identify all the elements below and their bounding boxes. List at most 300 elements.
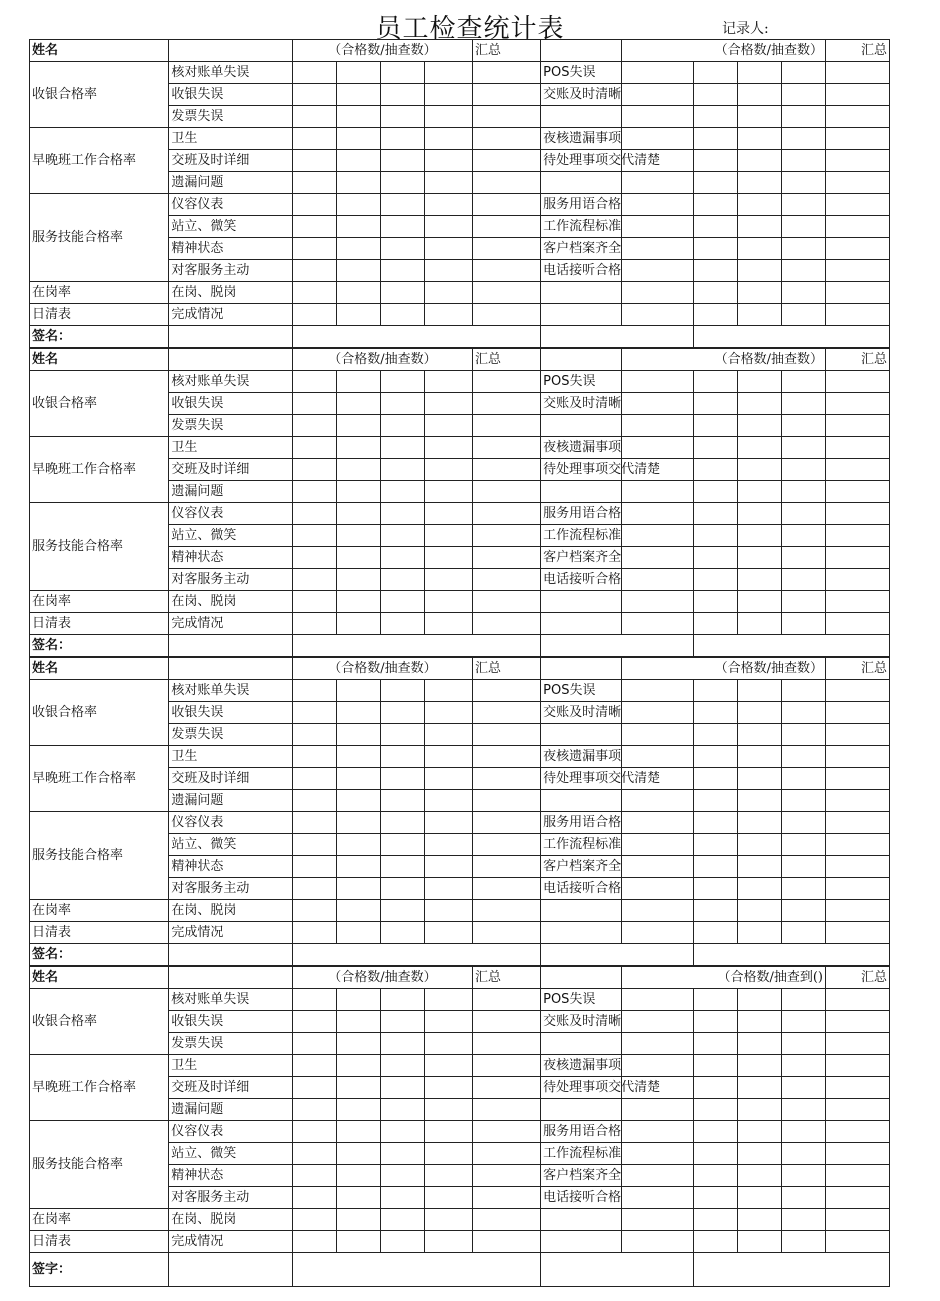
right-count-entry-cell[interactable]: [782, 790, 826, 812]
left-count-entry-cell[interactable]: [336, 613, 380, 635]
left-sum-cell[interactable]: [473, 1033, 541, 1055]
left-count-entry-cell[interactable]: [380, 900, 424, 922]
left-count-entry-cell[interactable]: [424, 547, 472, 569]
right-count-entry-cell[interactable]: [694, 724, 738, 746]
left-count-entry-cell[interactable]: [292, 746, 336, 768]
left-count-entry-cell[interactable]: [336, 746, 380, 768]
right-count-entry-cell[interactable]: [738, 1187, 782, 1209]
right-sum-cell[interactable]: [826, 1165, 890, 1187]
right-count-entry-cell[interactable]: [694, 1143, 738, 1165]
right-count-entry-cell[interactable]: [694, 900, 738, 922]
left-count-entry-cell[interactable]: [424, 922, 472, 944]
left-count-entry-cell[interactable]: [424, 1209, 472, 1231]
right-count-entry-cell[interactable]: [738, 128, 782, 150]
right-count-entry-cell[interactable]: [621, 393, 693, 415]
right-sum-cell[interactable]: [826, 437, 890, 459]
left-count-entry-cell[interactable]: [424, 790, 472, 812]
right-count-entry-cell[interactable]: [694, 1165, 738, 1187]
right-count-entry-cell[interactable]: [782, 525, 826, 547]
right-count-entry-cell[interactable]: [621, 481, 693, 503]
left-sum-cell[interactable]: [473, 1099, 541, 1121]
left-count-entry-cell[interactable]: [336, 724, 380, 746]
left-count-entry-cell[interactable]: [424, 238, 472, 260]
left-sum-cell[interactable]: [473, 194, 541, 216]
left-count-entry-cell[interactable]: [380, 1231, 424, 1253]
right-count-entry-cell[interactable]: [621, 172, 693, 194]
right-sum-cell[interactable]: [826, 525, 890, 547]
left-sum-cell[interactable]: [473, 216, 541, 238]
left-count-entry-cell[interactable]: [292, 1099, 336, 1121]
right-count-entry-cell[interactable]: [694, 1231, 738, 1253]
right-count-entry-cell[interactable]: [694, 393, 738, 415]
left-count-entry-cell[interactable]: [336, 304, 380, 326]
right-count-entry-cell[interactable]: [621, 437, 693, 459]
left-sum-cell[interactable]: [473, 1231, 541, 1253]
left-count-entry-cell[interactable]: [380, 989, 424, 1011]
right-sum-cell[interactable]: [826, 481, 890, 503]
signature-cell[interactable]: [292, 635, 540, 657]
right-count-entry-cell[interactable]: [782, 304, 826, 326]
right-count-entry-cell[interactable]: [738, 84, 782, 106]
right-count-entry-cell[interactable]: [621, 1099, 693, 1121]
left-count-entry-cell[interactable]: [424, 106, 472, 128]
left-sum-cell[interactable]: [473, 856, 541, 878]
right-sum-cell[interactable]: [826, 1077, 890, 1099]
left-count-entry-cell[interactable]: [380, 768, 424, 790]
left-count-entry-cell[interactable]: [292, 1187, 336, 1209]
left-count-entry-cell[interactable]: [380, 128, 424, 150]
left-count-entry-cell[interactable]: [292, 216, 336, 238]
left-count-entry-cell[interactable]: [424, 62, 472, 84]
left-count-entry-cell[interactable]: [336, 878, 380, 900]
right-count-entry-cell[interactable]: [782, 591, 826, 613]
right-sum-cell[interactable]: [826, 216, 890, 238]
right-count-entry-cell[interactable]: [782, 768, 826, 790]
left-count-entry-cell[interactable]: [424, 1033, 472, 1055]
left-sum-cell[interactable]: [473, 922, 541, 944]
signature-cell[interactable]: [541, 635, 694, 657]
right-count-entry-cell[interactable]: [694, 989, 738, 1011]
right-count-entry-cell[interactable]: [782, 172, 826, 194]
left-count-entry-cell[interactable]: [292, 62, 336, 84]
left-count-entry-cell[interactable]: [424, 1055, 472, 1077]
right-sum-cell[interactable]: [826, 547, 890, 569]
signature-cell[interactable]: [292, 1253, 540, 1287]
right-count-entry-cell[interactable]: [738, 856, 782, 878]
left-count-entry-cell[interactable]: [292, 260, 336, 282]
left-count-entry-cell[interactable]: [292, 1165, 336, 1187]
right-count-entry-cell[interactable]: [621, 1231, 693, 1253]
right-sum-cell[interactable]: [826, 503, 890, 525]
left-count-entry-cell[interactable]: [292, 834, 336, 856]
left-sum-cell[interactable]: [473, 1055, 541, 1077]
right-count-entry-cell[interactable]: [694, 547, 738, 569]
left-count-entry-cell[interactable]: [380, 812, 424, 834]
right-sum-cell[interactable]: [826, 878, 890, 900]
right-count-entry-cell[interactable]: [781, 1231, 825, 1253]
left-count-entry-cell[interactable]: [424, 371, 472, 393]
right-count-entry-cell[interactable]: [781, 1033, 825, 1055]
left-count-entry-cell[interactable]: [336, 84, 380, 106]
right-count-entry-cell[interactable]: [621, 724, 693, 746]
right-count-entry-cell[interactable]: [694, 702, 738, 724]
left-sum-cell[interactable]: [473, 128, 541, 150]
left-sum-cell[interactable]: [473, 62, 541, 84]
right-count-entry-cell[interactable]: [738, 1099, 782, 1121]
right-count-entry-cell[interactable]: [738, 481, 782, 503]
left-count-entry-cell[interactable]: [424, 856, 472, 878]
right-count-entry-cell[interactable]: [694, 216, 738, 238]
right-sum-cell[interactable]: [826, 371, 890, 393]
left-count-entry-cell[interactable]: [424, 834, 472, 856]
left-count-entry-cell[interactable]: [336, 459, 380, 481]
right-count-entry-cell[interactable]: [781, 1165, 825, 1187]
left-count-entry-cell[interactable]: [380, 172, 424, 194]
right-count-entry-cell[interactable]: [782, 503, 826, 525]
left-count-entry-cell[interactable]: [336, 238, 380, 260]
left-count-entry-cell[interactable]: [292, 1231, 336, 1253]
left-count-entry-cell[interactable]: [424, 393, 472, 415]
right-sum-cell[interactable]: [826, 856, 890, 878]
right-count-entry-cell[interactable]: [621, 216, 693, 238]
right-count-entry-cell[interactable]: [738, 1033, 782, 1055]
right-count-entry-cell[interactable]: [738, 1077, 782, 1099]
right-sum-cell[interactable]: [826, 989, 890, 1011]
left-sum-cell[interactable]: [473, 1143, 541, 1165]
right-count-entry-cell[interactable]: [782, 569, 826, 591]
right-sum-cell[interactable]: [826, 1209, 890, 1231]
signature-cell[interactable]: [694, 944, 890, 966]
right-count-entry-cell[interactable]: [621, 1033, 693, 1055]
right-count-entry-cell[interactable]: [694, 1209, 738, 1231]
right-count-entry-cell[interactable]: [782, 260, 826, 282]
left-count-entry-cell[interactable]: [424, 481, 472, 503]
signature-cell[interactable]: [694, 326, 890, 348]
left-sum-cell[interactable]: [473, 613, 541, 635]
right-count-entry-cell[interactable]: [694, 922, 738, 944]
right-count-entry-cell[interactable]: [782, 922, 826, 944]
left-count-entry-cell[interactable]: [292, 1121, 336, 1143]
right-count-entry-cell[interactable]: [782, 834, 826, 856]
right-count-entry-cell[interactable]: [621, 790, 693, 812]
right-count-entry-cell[interactable]: [782, 680, 826, 702]
left-count-entry-cell[interactable]: [336, 790, 380, 812]
left-count-entry-cell[interactable]: [380, 150, 424, 172]
left-count-entry-cell[interactable]: [336, 834, 380, 856]
left-count-entry-cell[interactable]: [380, 834, 424, 856]
right-count-entry-cell[interactable]: [781, 1077, 825, 1099]
left-count-entry-cell[interactable]: [292, 900, 336, 922]
left-count-entry-cell[interactable]: [336, 1165, 380, 1187]
left-count-entry-cell[interactable]: [380, 1121, 424, 1143]
left-count-entry-cell[interactable]: [380, 922, 424, 944]
right-sum-cell[interactable]: [826, 834, 890, 856]
right-sum-cell[interactable]: [826, 260, 890, 282]
left-count-entry-cell[interactable]: [292, 459, 336, 481]
right-count-entry-cell[interactable]: [738, 834, 782, 856]
left-count-entry-cell[interactable]: [380, 569, 424, 591]
left-count-entry-cell[interactable]: [424, 1187, 472, 1209]
right-count-entry-cell[interactable]: [782, 128, 826, 150]
right-count-entry-cell[interactable]: [738, 62, 782, 84]
right-count-entry-cell[interactable]: [694, 746, 738, 768]
left-count-entry-cell[interactable]: [336, 371, 380, 393]
left-sum-cell[interactable]: [473, 437, 541, 459]
right-sum-cell[interactable]: [826, 702, 890, 724]
left-sum-cell[interactable]: [473, 1187, 541, 1209]
right-sum-cell[interactable]: [826, 724, 890, 746]
left-count-entry-cell[interactable]: [424, 1231, 472, 1253]
right-sum-cell[interactable]: [826, 1143, 890, 1165]
right-count-entry-cell[interactable]: [738, 304, 782, 326]
right-count-entry-cell[interactable]: [694, 459, 738, 481]
left-count-entry-cell[interactable]: [292, 172, 336, 194]
right-count-entry-cell[interactable]: [621, 702, 693, 724]
signature-cell[interactable]: [541, 326, 694, 348]
left-count-entry-cell[interactable]: [336, 702, 380, 724]
right-count-entry-cell[interactable]: [694, 1121, 738, 1143]
right-count-entry-cell[interactable]: [738, 194, 782, 216]
left-count-entry-cell[interactable]: [292, 437, 336, 459]
left-count-entry-cell[interactable]: [292, 922, 336, 944]
left-count-entry-cell[interactable]: [424, 194, 472, 216]
left-count-entry-cell[interactable]: [380, 1077, 424, 1099]
right-count-entry-cell[interactable]: [694, 304, 738, 326]
right-count-entry-cell[interactable]: [738, 150, 782, 172]
right-count-entry-cell[interactable]: [621, 238, 693, 260]
right-count-entry-cell[interactable]: [621, 680, 693, 702]
right-count-entry-cell[interactable]: [738, 1121, 782, 1143]
left-count-entry-cell[interactable]: [336, 768, 380, 790]
left-count-entry-cell[interactable]: [292, 702, 336, 724]
left-count-entry-cell[interactable]: [292, 1033, 336, 1055]
left-count-entry-cell[interactable]: [380, 613, 424, 635]
right-count-entry-cell[interactable]: [694, 790, 738, 812]
right-sum-cell[interactable]: [826, 680, 890, 702]
right-count-entry-cell[interactable]: [694, 194, 738, 216]
right-count-entry-cell[interactable]: [738, 900, 782, 922]
left-count-entry-cell[interactable]: [336, 1231, 380, 1253]
left-count-entry-cell[interactable]: [336, 812, 380, 834]
left-sum-cell[interactable]: [473, 591, 541, 613]
right-count-entry-cell[interactable]: [694, 62, 738, 84]
right-sum-cell[interactable]: [826, 84, 890, 106]
right-count-entry-cell[interactable]: [738, 525, 782, 547]
signature-cell[interactable]: [541, 944, 694, 966]
right-count-entry-cell[interactable]: [782, 481, 826, 503]
right-count-entry-cell[interactable]: [621, 525, 693, 547]
right-count-entry-cell[interactable]: [738, 503, 782, 525]
left-count-entry-cell[interactable]: [292, 503, 336, 525]
right-count-entry-cell[interactable]: [782, 282, 826, 304]
employee-name-input[interactable]: [169, 967, 293, 989]
left-count-entry-cell[interactable]: [336, 591, 380, 613]
right-count-entry-cell[interactable]: [782, 106, 826, 128]
left-count-entry-cell[interactable]: [336, 1011, 380, 1033]
signature-cell[interactable]: [694, 1253, 890, 1287]
left-count-entry-cell[interactable]: [292, 680, 336, 702]
left-count-entry-cell[interactable]: [380, 790, 424, 812]
left-count-entry-cell[interactable]: [380, 216, 424, 238]
right-count-entry-cell[interactable]: [782, 459, 826, 481]
left-count-entry-cell[interactable]: [424, 437, 472, 459]
left-count-entry-cell[interactable]: [292, 304, 336, 326]
right-count-entry-cell[interactable]: [782, 238, 826, 260]
right-sum-cell[interactable]: [826, 106, 890, 128]
right-sum-cell[interactable]: [826, 1033, 890, 1055]
right-count-entry-cell[interactable]: [738, 260, 782, 282]
right-count-entry-cell[interactable]: [621, 128, 693, 150]
right-count-entry-cell[interactable]: [694, 415, 738, 437]
left-count-entry-cell[interactable]: [380, 724, 424, 746]
right-sum-cell[interactable]: [826, 172, 890, 194]
right-count-entry-cell[interactable]: [738, 106, 782, 128]
right-count-entry-cell[interactable]: [694, 1011, 738, 1033]
left-count-entry-cell[interactable]: [336, 437, 380, 459]
left-sum-cell[interactable]: [473, 746, 541, 768]
left-count-entry-cell[interactable]: [380, 459, 424, 481]
right-sum-cell[interactable]: [826, 62, 890, 84]
left-count-entry-cell[interactable]: [336, 481, 380, 503]
left-count-entry-cell[interactable]: [424, 680, 472, 702]
left-count-entry-cell[interactable]: [292, 1077, 336, 1099]
right-count-entry-cell[interactable]: [621, 503, 693, 525]
left-count-entry-cell[interactable]: [292, 282, 336, 304]
left-sum-cell[interactable]: [473, 768, 541, 790]
right-count-entry-cell[interactable]: [738, 1231, 782, 1253]
left-sum-cell[interactable]: [473, 415, 541, 437]
left-sum-cell[interactable]: [473, 834, 541, 856]
left-count-entry-cell[interactable]: [380, 547, 424, 569]
left-count-entry-cell[interactable]: [424, 1121, 472, 1143]
left-count-entry-cell[interactable]: [424, 1077, 472, 1099]
right-count-entry-cell[interactable]: [781, 1011, 825, 1033]
right-count-entry-cell[interactable]: [738, 393, 782, 415]
left-count-entry-cell[interactable]: [380, 1187, 424, 1209]
right-count-entry-cell[interactable]: [738, 812, 782, 834]
left-count-entry-cell[interactable]: [292, 1143, 336, 1165]
left-count-entry-cell[interactable]: [380, 856, 424, 878]
left-count-entry-cell[interactable]: [292, 1209, 336, 1231]
right-count-entry-cell[interactable]: [694, 680, 738, 702]
left-sum-cell[interactable]: [473, 282, 541, 304]
left-count-entry-cell[interactable]: [336, 62, 380, 84]
right-count-entry-cell[interactable]: [694, 106, 738, 128]
left-count-entry-cell[interactable]: [380, 746, 424, 768]
left-count-entry-cell[interactable]: [380, 393, 424, 415]
left-count-entry-cell[interactable]: [380, 194, 424, 216]
left-count-entry-cell[interactable]: [336, 150, 380, 172]
right-count-entry-cell[interactable]: [694, 172, 738, 194]
right-count-entry-cell[interactable]: [694, 503, 738, 525]
right-count-entry-cell[interactable]: [782, 62, 826, 84]
left-sum-cell[interactable]: [473, 1121, 541, 1143]
left-sum-cell[interactable]: [473, 989, 541, 1011]
right-count-entry-cell[interactable]: [694, 1077, 738, 1099]
left-count-entry-cell[interactable]: [336, 282, 380, 304]
left-count-entry-cell[interactable]: [380, 1099, 424, 1121]
left-count-entry-cell[interactable]: [380, 702, 424, 724]
right-sum-cell[interactable]: [826, 1231, 890, 1253]
right-count-entry-cell[interactable]: [738, 922, 782, 944]
right-count-entry-cell[interactable]: [621, 922, 693, 944]
right-count-entry-cell[interactable]: [782, 724, 826, 746]
left-sum-cell[interactable]: [473, 393, 541, 415]
right-count-entry-cell[interactable]: [782, 878, 826, 900]
left-count-entry-cell[interactable]: [380, 304, 424, 326]
left-count-entry-cell[interactable]: [424, 503, 472, 525]
right-count-entry-cell[interactable]: [694, 768, 738, 790]
left-count-entry-cell[interactable]: [424, 591, 472, 613]
right-sum-cell[interactable]: [826, 768, 890, 790]
left-count-entry-cell[interactable]: [292, 878, 336, 900]
right-count-entry-cell[interactable]: [694, 481, 738, 503]
left-count-entry-cell[interactable]: [424, 282, 472, 304]
left-count-entry-cell[interactable]: [292, 856, 336, 878]
employee-name-input[interactable]: [169, 40, 293, 62]
right-sum-cell[interactable]: [826, 922, 890, 944]
signature-cell[interactable]: [292, 326, 540, 348]
left-count-entry-cell[interactable]: [292, 128, 336, 150]
left-count-entry-cell[interactable]: [292, 371, 336, 393]
right-count-entry-cell[interactable]: [694, 128, 738, 150]
left-count-entry-cell[interactable]: [336, 680, 380, 702]
right-sum-cell[interactable]: [826, 393, 890, 415]
right-sum-cell[interactable]: [826, 790, 890, 812]
signature-cell[interactable]: [292, 944, 540, 966]
right-count-entry-cell[interactable]: [621, 1187, 693, 1209]
right-sum-cell[interactable]: [826, 613, 890, 635]
right-count-entry-cell[interactable]: [738, 547, 782, 569]
left-sum-cell[interactable]: [473, 106, 541, 128]
right-count-entry-cell[interactable]: [621, 260, 693, 282]
left-count-entry-cell[interactable]: [380, 591, 424, 613]
right-count-entry-cell[interactable]: [738, 371, 782, 393]
right-count-entry-cell[interactable]: [738, 989, 782, 1011]
left-sum-cell[interactable]: [473, 1077, 541, 1099]
left-count-entry-cell[interactable]: [336, 106, 380, 128]
right-count-entry-cell[interactable]: [621, 856, 693, 878]
right-sum-cell[interactable]: [826, 194, 890, 216]
right-count-entry-cell[interactable]: [694, 150, 738, 172]
right-count-entry-cell[interactable]: [781, 1209, 825, 1231]
left-count-entry-cell[interactable]: [292, 790, 336, 812]
left-count-entry-cell[interactable]: [292, 525, 336, 547]
left-count-entry-cell[interactable]: [292, 812, 336, 834]
right-count-entry-cell[interactable]: [782, 900, 826, 922]
left-count-entry-cell[interactable]: [424, 878, 472, 900]
right-count-entry-cell[interactable]: [621, 878, 693, 900]
left-count-entry-cell[interactable]: [292, 1011, 336, 1033]
left-count-entry-cell[interactable]: [336, 989, 380, 1011]
right-count-entry-cell[interactable]: [621, 304, 693, 326]
left-sum-cell[interactable]: [473, 304, 541, 326]
signature-cell[interactable]: [169, 326, 293, 348]
left-count-entry-cell[interactable]: [336, 393, 380, 415]
left-sum-cell[interactable]: [473, 702, 541, 724]
left-sum-cell[interactable]: [473, 878, 541, 900]
left-count-entry-cell[interactable]: [424, 304, 472, 326]
right-count-entry-cell[interactable]: [694, 260, 738, 282]
left-count-entry-cell[interactable]: [424, 1143, 472, 1165]
left-count-entry-cell[interactable]: [292, 415, 336, 437]
left-count-entry-cell[interactable]: [380, 371, 424, 393]
right-count-entry-cell[interactable]: [738, 282, 782, 304]
right-count-entry-cell[interactable]: [781, 1143, 825, 1165]
left-sum-cell[interactable]: [473, 260, 541, 282]
left-count-entry-cell[interactable]: [336, 922, 380, 944]
right-count-entry-cell[interactable]: [694, 371, 738, 393]
